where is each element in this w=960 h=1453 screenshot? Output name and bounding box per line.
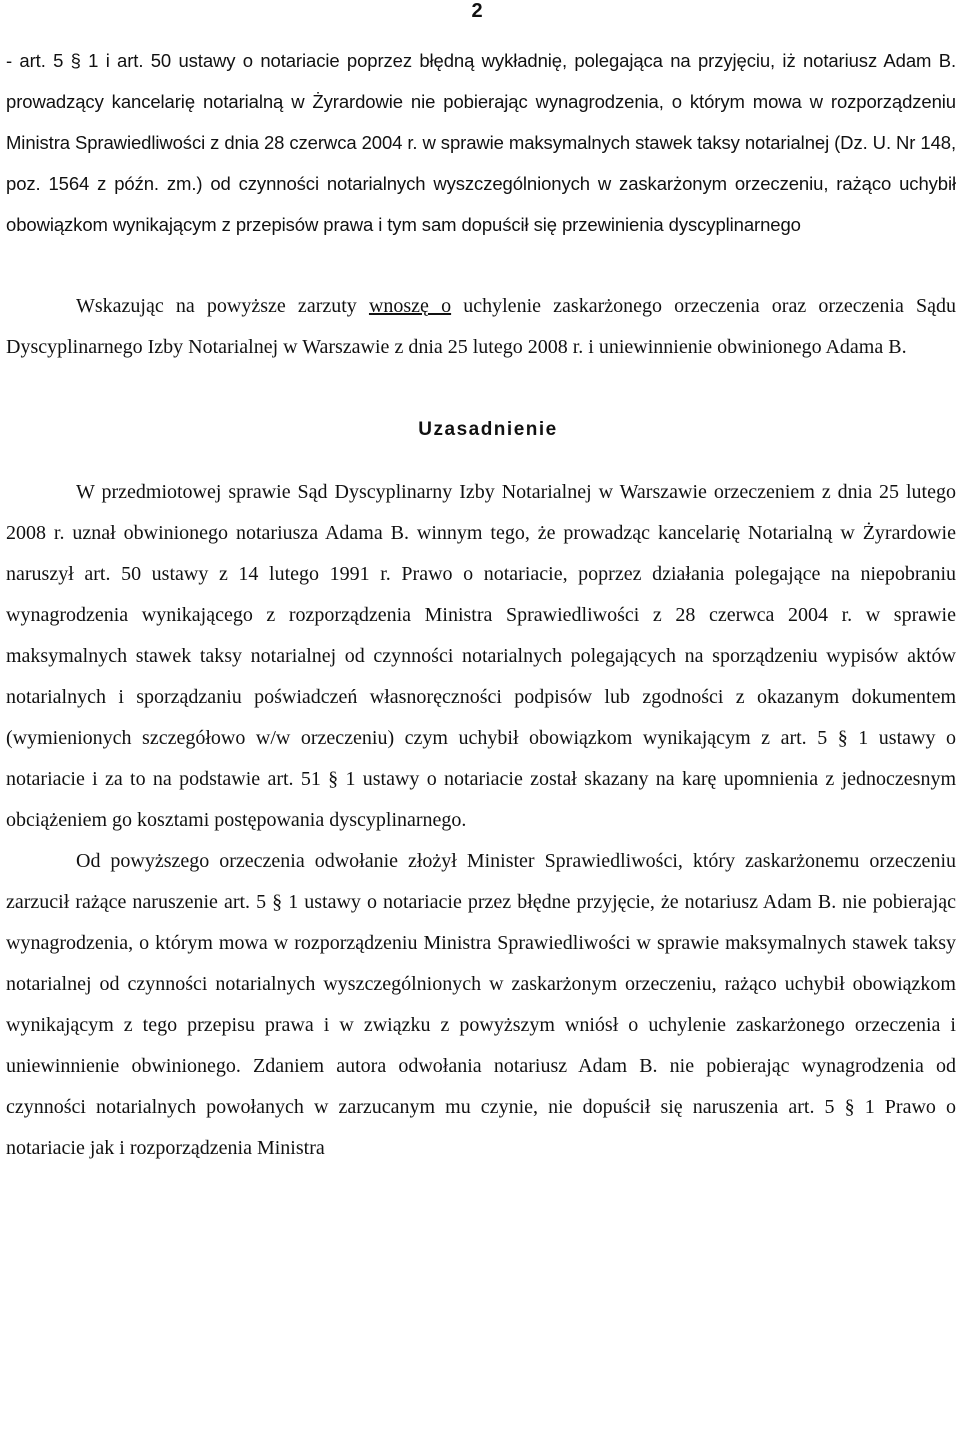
page-number: 2 <box>471 0 483 22</box>
paragraph-spacer <box>6 368 956 409</box>
request-underlined-phrase: wnoszę o <box>368 295 452 317</box>
section-title: Uzasadnienie <box>418 419 558 440</box>
document-body <box>6 40 956 1169</box>
request-text-end: uchylenie zaskarżonego orzeczenia oraz orzeczenia Sądu Dyscyplinarnego Izby Notarialnej w Warszawie z dnia 25 lutego 2008 r. i uniewinnienie obwinionego Adama B. <box>6 295 956 358</box>
paragraph-justification: W przedmiotowej sprawie Sąd Dyscyplinarny Izby Notarialnej w Warszawie orzeczeniem z dnia 25 lutego 2008 r. uznał obwinionego notariusza Adama B. winnym tego, że prowadząc kancelarię Notarialną w Żyrardowie naruszył art. 50 ustawy z 14 lutego 1991 r. Prawo o notariacie, poprzez działania polegające na niepobraniu wynagrodzenia wynikającego z rozporządzenia Ministra Sprawiedliwości z 28 czerwca 2004 r. w sprawie maksymalnych stawek taksy notarialnej od czynności notarialnych polegających na sporządzeniu wypisów aktów notarialnych i sporządzaniu poświadczeń własnoręczności podpisów lub zgodności z okazanym dokumentem (wymienionych szczegółowo w/w orzeczeniu) czym uchybił obowiązkom wynikającym z art. 5 § 1 ustawy o notariacie i za to na podstawie art. 51 § 1 ustawy o notariacie został skazany na karę upomnienia z jednoczesnym obciążeniem go kosztami postępowania dyscyplinarnego. <box>6 481 956 831</box>
paragraph-spacer <box>6 245 956 286</box>
paragraph-request <box>6 286 956 368</box>
paragraph-charge: - art. 5 § 1 i art. 50 ustawy o notariacie poprzez błędną wykładnię, polegająca na przyjęciu, iż notariusz Adam B. prowadzący kancelarię notarialną w Żyrardowie nie pobierając wynagrodzenia, o którym mowa w rozporządzeniu Ministra Sprawiedliwości z dnia 28 czerwca 2004 r. w sprawie maksymalnych stawek taksy notarialnej (Dz. U. Nr 148, poz. 1564 z późn. zm.) od czynności notarialnych wyszczególnionych w zaskarżonym orzeczeniu, rażąco uchybił obowiązkom wynikającym z przepisów prawa i tym sam dopuścił się przewinienia dyscyplinarnego <box>6 50 956 235</box>
request-text-start: Wskazując na powyższe zarzuty <box>76 295 369 317</box>
paragraph-appeal: Od powyższego orzeczenia odwołanie złożył Minister Sprawiedliwości, który zaskarżonemu orzeczeniu zarzucił rażące naruszenie art. 5 § 1 ustawy o notariacie przez błędne przyjęcie, że notariusz Adam B. nie pobierając wynagrodzenia, o którym mowa w rozporządzeniu Ministra Sprawiedliwości w sprawie maksymalnych stawek taksy notarialnej od czynności notarialnych wyszczególnionych w zaskarżonym orzeczeniu, rażąco uchybił obowiązkom wynikającym z tego przepisu prawa i w związku z powyższym wniósł o uchylenie zaskarżonego orzeczenia i uniewinnienie obwinionego. Zdaniem autora odwołania notariusz Adam B. nie pobierając wynagrodzenia od czynności notarialnych powołanych w zarzucanym mu czynie, nie dopuścił się naruszenia art. 5 § 1 Prawo o notariacie jak i rozporządzenia Ministra <box>6 850 956 1159</box>
paragraph-spacer <box>6 450 956 472</box>
